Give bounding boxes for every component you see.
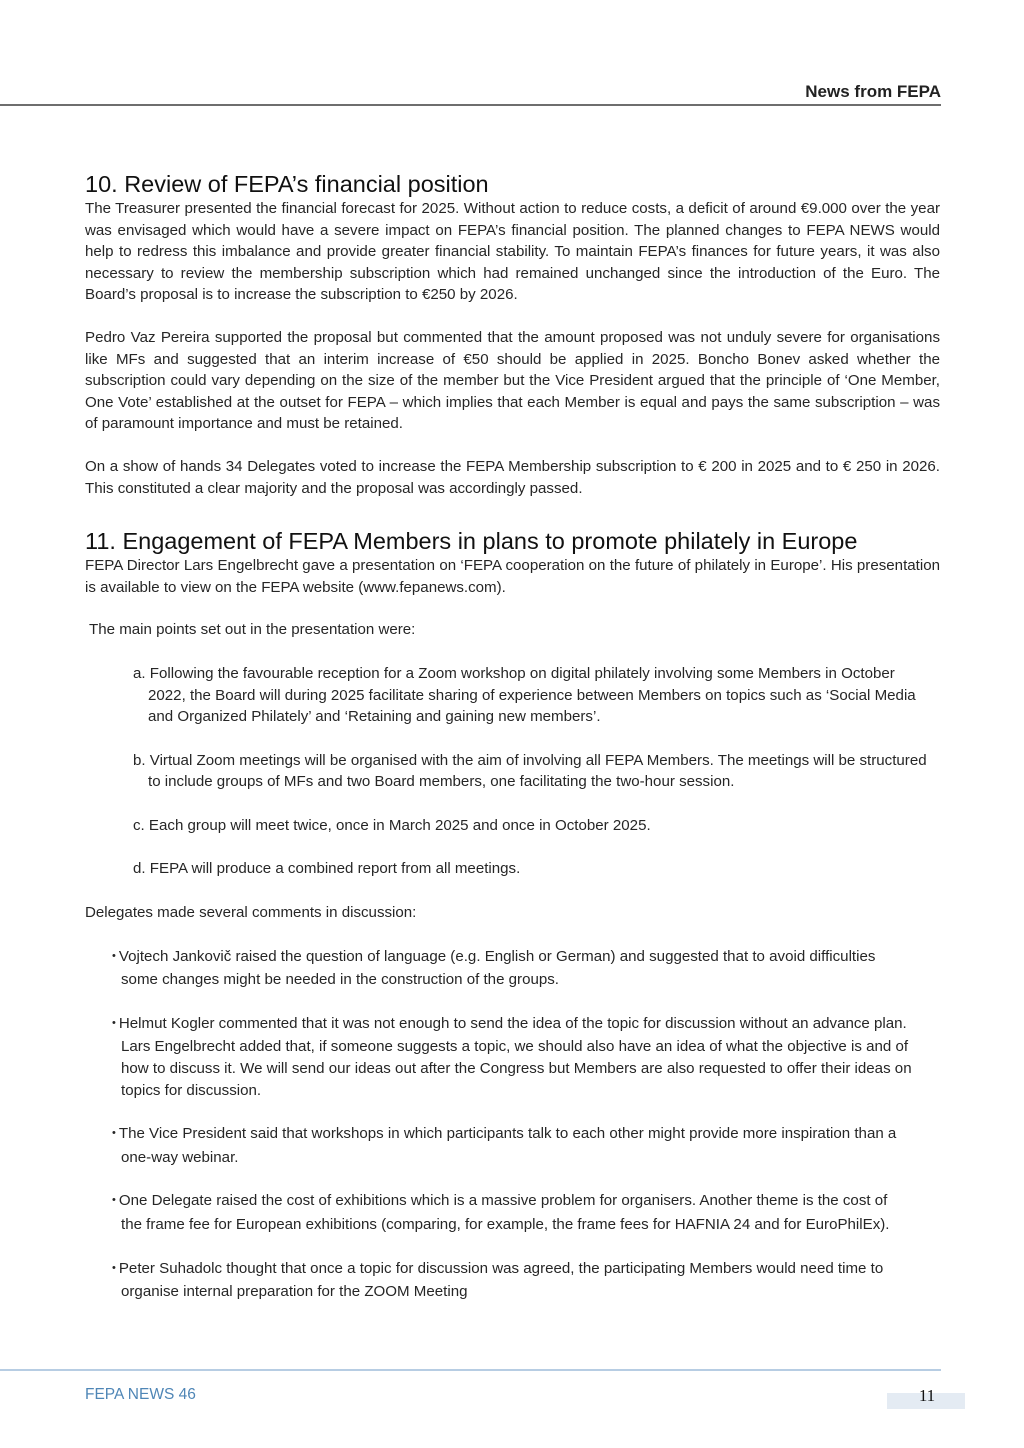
comment-text: One Delegate raised the cost of exhibitions which is a massive problem for organisers. Another theme is the cost of the frame fee for European exhibitions (comparing, for example, the frame fees for HAFNIA 24 and for EuroPhilEx). xyxy=(118,1192,890,1233)
bullet-icon: • xyxy=(112,1194,116,1207)
section-10 xyxy=(85,170,940,499)
list-item: d. FEPA will produce a combined report from all meetings. xyxy=(133,860,521,878)
section-11-intro: FEPA Director Lars Engelbrecht gave a presentation on ‘FEPA cooperation on the future of philately in Europe’. His presentation is available to view on the FEPA website (www.fepanews.com). xyxy=(85,557,940,596)
section-10-heading: 10. Review of FEPA’s financial position xyxy=(85,171,489,197)
list-item xyxy=(112,1123,912,1168)
bullet-icon: • xyxy=(112,1261,116,1274)
bullet-icon: • xyxy=(112,1127,116,1140)
page-content xyxy=(85,170,940,1325)
section-10-paragraph: Pedro Vaz Pereira supported the proposal but commented that the amount proposed was not unduly severe for organisations like MFs and suggested that an interim increase of €50 should be applied in 2025. Boncho Bonev asked whether the subscription could vary depending on the size of the member but the Vice President argued that the principle of ‘One Member, One Vote’ established at the outset for FEPA – which implies that each Member is equal and pays the same subscription – was of paramount importance and must be retained. xyxy=(85,328,940,433)
list-item xyxy=(112,1190,912,1235)
list-item xyxy=(112,946,912,991)
comment-text: The Vice President said that workshops in which participants talk to each other might provide more inspiration than a one-way webinar. xyxy=(118,1125,897,1166)
list-item xyxy=(112,1258,912,1303)
comment-text: Vojtech Jankovič raised the question of language (e.g. English or German) and suggested that to avoid difficulties some changes might be needed in the construction of the groups. xyxy=(118,947,876,989)
comments-lead: Delegates made several comments in discussion: xyxy=(85,904,417,922)
page-number: 11 xyxy=(918,1386,936,1405)
comment-text: Helmut Kogler commented that it was not enough to send the idea of the topic for discussion without an advance plan. Lars Engelbrecht added that, if someone suggests a topic, we should also have an idea of what the objective is and of how to discuss it. We will send our ideas out after the Congress but Members are also requested to offer their ideas on topics for discussion. xyxy=(118,1014,912,1099)
running-head-title: News from FEPA xyxy=(805,82,941,101)
footer-publication-title: FEPA NEWS 46 xyxy=(85,1386,196,1403)
section-11-heading: 11. Engagement of FEPA Members in plans to promote philately in Europe xyxy=(85,528,858,555)
presentation-points-list xyxy=(133,663,928,880)
list-item: c. Each group will meet twice, once in March 2025 and once in October 2025. xyxy=(133,816,651,834)
section-10-paragraph: On a show of hands 34 Delegates voted to increase the FEPA Membership subscription to € 200 in 2025 and to € 250 in 2026. This constituted a clear majority and the proposal was accordingly passed. xyxy=(85,457,940,497)
comment-text: Peter Suhadolc thought that once a topic for discussion was agreed, the participating Members would need time to organise internal preparation for the ZOOM Meeting xyxy=(118,1259,884,1301)
list-item: b. Virtual Zoom meetings will be organised with the aim of involving all FEPA Members. The meetings will be structured to include groups of MFs and two Board members, one facilitating the two-hour session. xyxy=(133,751,927,791)
header-rule xyxy=(0,104,941,106)
section-10-paragraph: The Treasurer presented the financial forecast for 2025. Without action to reduce costs, a deficit of around €9.000 over the year was envisaged which would have a severe impact on FEPA’s financial position. The planned changes to FEPA NEWS would help to redress this imbalance and provide greater financial stability. To maintain FEPA’s finances for future years, it was also necessary to review the membership subscription which had remained unchanged since the introduction of the Euro. The Board’s proposal is to increase the subscription to €250 by 2026. xyxy=(85,200,940,304)
footer-rule xyxy=(0,1369,941,1371)
list-item: a. Following the favourable reception for a Zoom workshop on digital philately involving some Members in October 2022, the Board will during 2025 facilitate sharing of experience between Members on topics such as ‘Social Media and Organized Philately’ and ‘Retaining and gaining new members’. xyxy=(133,664,916,726)
bullet-icon: • xyxy=(112,949,116,962)
points-lead: The main points set out in the presentation were: xyxy=(89,621,416,639)
bullet-icon: • xyxy=(112,1016,116,1029)
delegate-comments-list xyxy=(112,946,912,1303)
section-11 xyxy=(85,527,940,1303)
list-item xyxy=(112,1013,912,1101)
